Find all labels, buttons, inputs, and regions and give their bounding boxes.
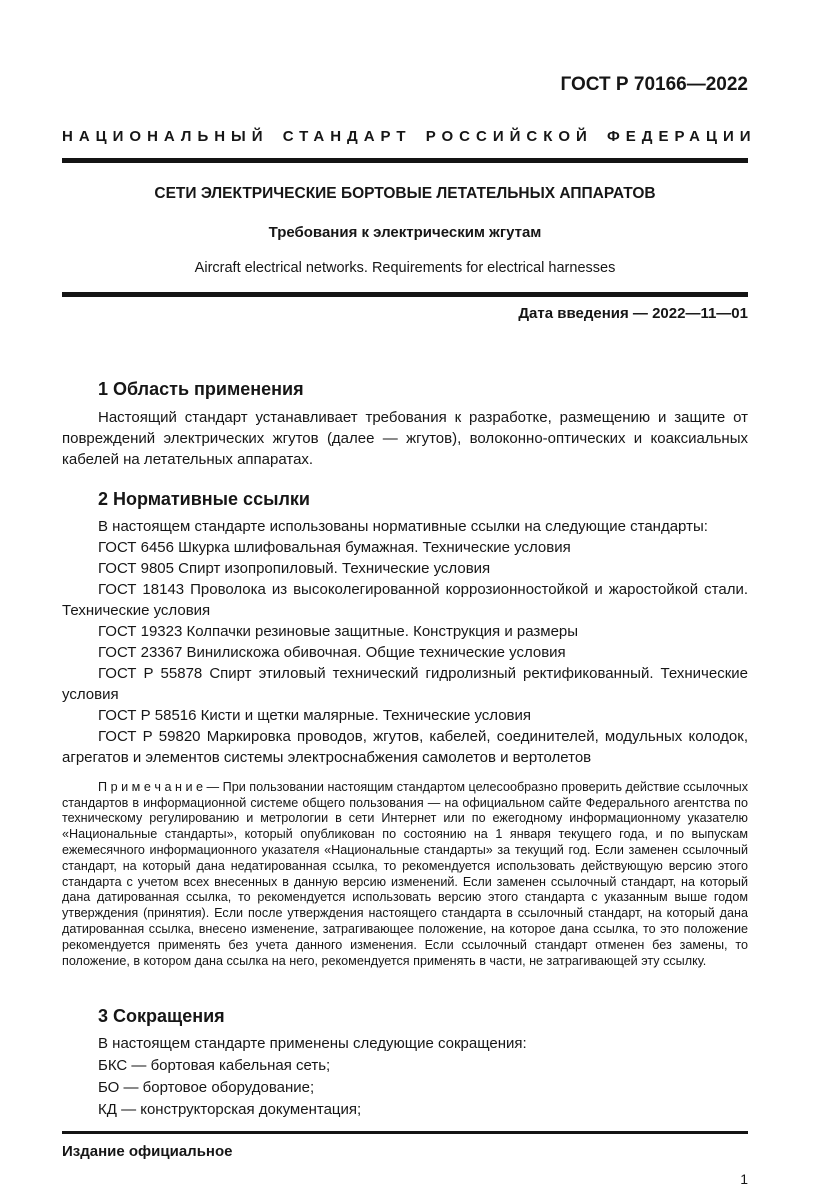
header-divider-bottom — [62, 292, 748, 297]
national-standard-banner: НАЦИОНАЛЬНЫЙ СТАНДАРТ РОССИЙСКОЙ ФЕДЕРАЦИИ — [62, 127, 757, 145]
reference-item: ГОСТ Р 58516 Кисти и щетки малярные. Технические условия — [98, 706, 532, 724]
section-1-heading: 1 Область применения — [98, 378, 304, 399]
reference-item: ГОСТ 9805 Спирт изопропиловый. Технические условия — [98, 559, 491, 577]
abbreviation-item: КД — конструкторская документация; — [98, 1101, 362, 1119]
footer-divider — [62, 1131, 748, 1134]
section-scope — [62, 378, 748, 470]
reference-item: ГОСТ Р 59820 Маркировка проводов, жгутов, кабелей, соединителей, модульных колодок, агрегатов и элементов системы электроснабжения самолетов и вертолетов — [62, 727, 748, 766]
abbreviations-intro: В настоящем стандарте применены следующие сокращения: — [98, 1035, 527, 1053]
page-number: 1 — [740, 1171, 748, 1187]
standard-title-english: Aircraft electrical networks. Requirements for electrical harnesses — [194, 259, 616, 276]
section-3-heading: 3 Сокращения — [98, 1006, 225, 1027]
section-2-heading: 2 Нормативные ссылки — [98, 488, 310, 509]
effective-date: Дата введения — 2022—11—01 — [518, 304, 748, 322]
header-divider-top — [62, 158, 748, 163]
standard-title-russian: СЕТИ ЭЛЕКТРИЧЕСКИЕ БОРТОВЫЕ ЛЕТАТЕЛЬНЫХ АППАРАТОВ — [154, 184, 656, 202]
document-code: ГОСТ Р 70166—2022 — [560, 74, 748, 95]
section-normative-references — [62, 488, 748, 970]
abbreviations-list — [62, 1033, 748, 1121]
reference-item: ГОСТ 23367 Винилискожа обивочная. Общие технические условия — [98, 643, 566, 661]
standard-subtitle-russian: Требования к электрическим жгутам — [268, 223, 542, 241]
page-content — [62, 0, 757, 1187]
abbreviation-item: БО — бортовое оборудование; — [98, 1079, 315, 1097]
references-list — [62, 516, 748, 768]
references-intro: В настоящем стандарте использованы нормативные ссылки на следующие стандарты: — [98, 517, 708, 535]
section-1-paragraph: Настоящий стандарт устанавливает требования к разработке, размещению и защите от повреждений электрических жгутов (далее — жгутов), волоконно-оптических и коаксиальных кабелей на летательных аппаратах. — [62, 408, 748, 468]
reference-item: ГОСТ Р 55878 Спирт этиловый технический гидролизный ректификованный. Технические условия — [62, 664, 748, 703]
reference-item: ГОСТ 6456 Шкурка шлифовальная бумажная. Технические условия — [98, 538, 571, 556]
abbreviation-item: БКС — бортовая кабельная сеть; — [98, 1057, 331, 1075]
reference-item: ГОСТ 18143 Проволока из высоколегированной коррозионностойкой и жаростойкой стали. Технические условия — [62, 580, 748, 619]
official-edition-label: Издание официальное — [62, 1143, 233, 1161]
references-note: П р и м е ч а н и е — При пользовании настоящим стандартом целесообразно проверить действие ссылочных стандартов в информационной системе общего пользования — на официальном сайте Федерального агентства по техническому регулированию и метрологии в сети Интернет или по ежегодному информационному указателю «Национальные стандарты», который опубликован по состоянию на 1 января текущего года, и по выпускам ежемесячного информационного указателя «Национальные стандарты» за текущий год. Если заменен ссылочный стандарт, на который дана недатированная ссылка, то рекомендуется использовать действующую версию этого стандарта с учетом всех внесенных в данную версию изменений. Если заменен ссылочный стандарт, на который дана датированная ссылка, то рекомендуется использовать версию этого стандарта с указанным выше годом утверждения (принятия). Если после утверждения настоящего стандарта в ссылочный стандарт, на который дана датированная ссылка, внесено изменение, затрагивающее положение, на которое дана ссылка, то это положение рекомендуется применять без учета данного изменения. Если ссылочный стандарт отменен без замены, то положение, в котором дана ссылка на него, рекомендуется применять в части, не затрагивающей эту ссылку. — [62, 779, 748, 968]
reference-item: ГОСТ 19323 Колпачки резиновые защитные. Конструкция и размеры — [98, 622, 579, 640]
section-abbreviations — [62, 1005, 748, 1121]
